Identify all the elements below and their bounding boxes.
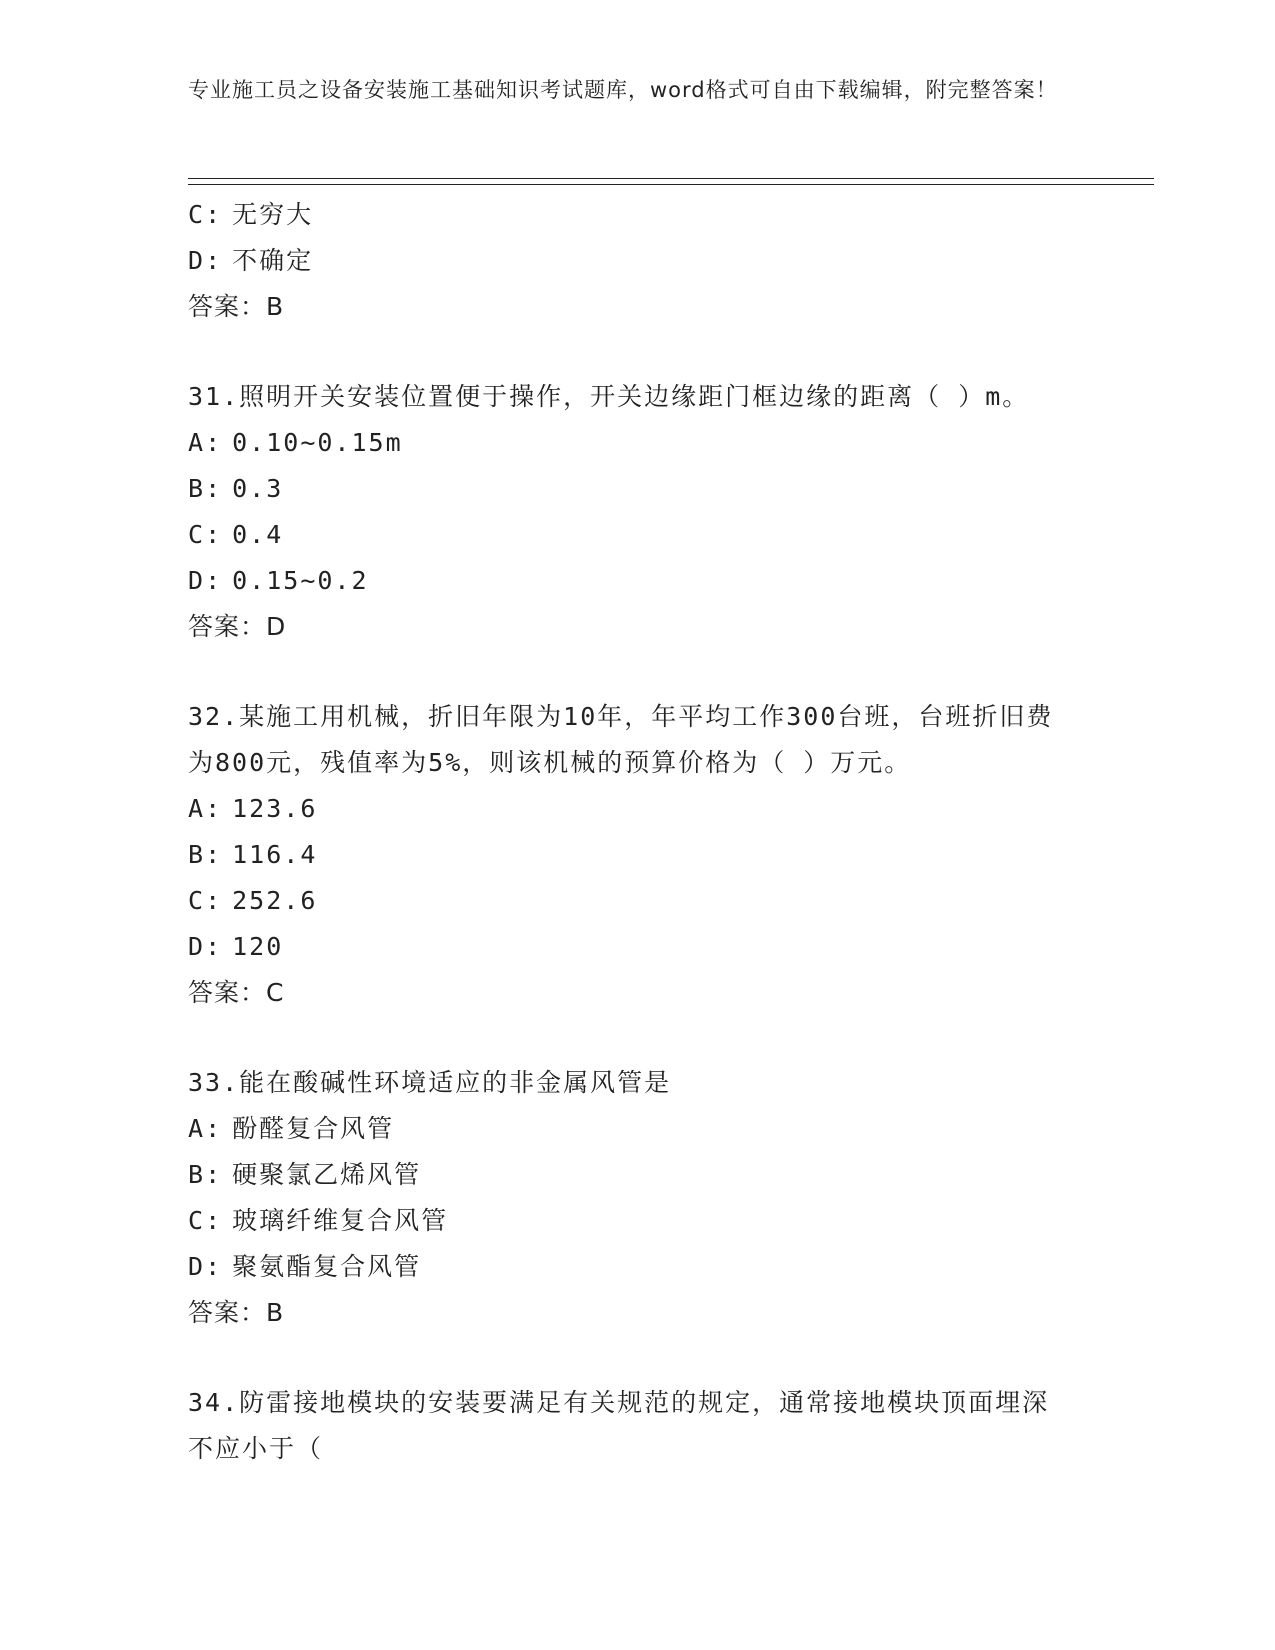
option-a: A: 酚醛复合风管 [188,1114,395,1143]
question-block [188,374,1088,650]
question-block [188,192,1088,330]
option-d: D: 0.15~0.2 [188,566,369,595]
question-stem: 33.能在酸碱性环境适应的非金属风管是 [188,1068,672,1097]
option-b: B: 116.4 [188,840,318,869]
option-b: B: 0.3 [188,474,284,503]
option-a: A: 0.10~0.15m [188,428,403,457]
option-c: C: 玻璃纤维复合风管 [188,1206,449,1235]
question-stem: 32.某施工用机械，折旧年限为10年，年平均工作300台班，台班折旧费为800元，残值率为5%，则该机械的预算价格为（ ）万元。 [188,702,1054,777]
header-divider [188,178,1154,185]
option-d: D: 聚氨酯复合风管 [188,1252,422,1281]
question-block [188,1380,1088,1472]
answer-label: 答案：D [188,612,287,641]
page-header-title: 专业施工员之设备安装施工基础知识考试题库，word格式可自由下载编辑，附完整答案！ [188,78,1058,102]
question-block [188,694,1088,1016]
answer-label: 答案：B [188,292,285,321]
question-list [188,192,1088,1472]
question-stem: 31.照明开关安装位置便于操作，开关边缘距门框边缘的距离（ ）m。 [188,382,1030,411]
answer-label: 答案：C [188,978,285,1007]
answer-label: 答案：B [188,1298,285,1327]
question-block [188,1060,1088,1336]
option-b: B: 硬聚氯乙烯风管 [188,1160,422,1189]
option-a: A: 123.6 [188,794,318,823]
option-c: C: 252.6 [188,886,318,915]
question-stem: 34.防雷接地模块的安装要满足有关规范的规定，通常接地模块顶面埋深不应小于（ [188,1388,1050,1463]
option-c: C: 0.4 [188,520,284,549]
option-c: C: 无穷大 [188,200,314,229]
option-d: D: 不确定 [188,246,314,275]
option-d: D: 120 [188,932,284,961]
